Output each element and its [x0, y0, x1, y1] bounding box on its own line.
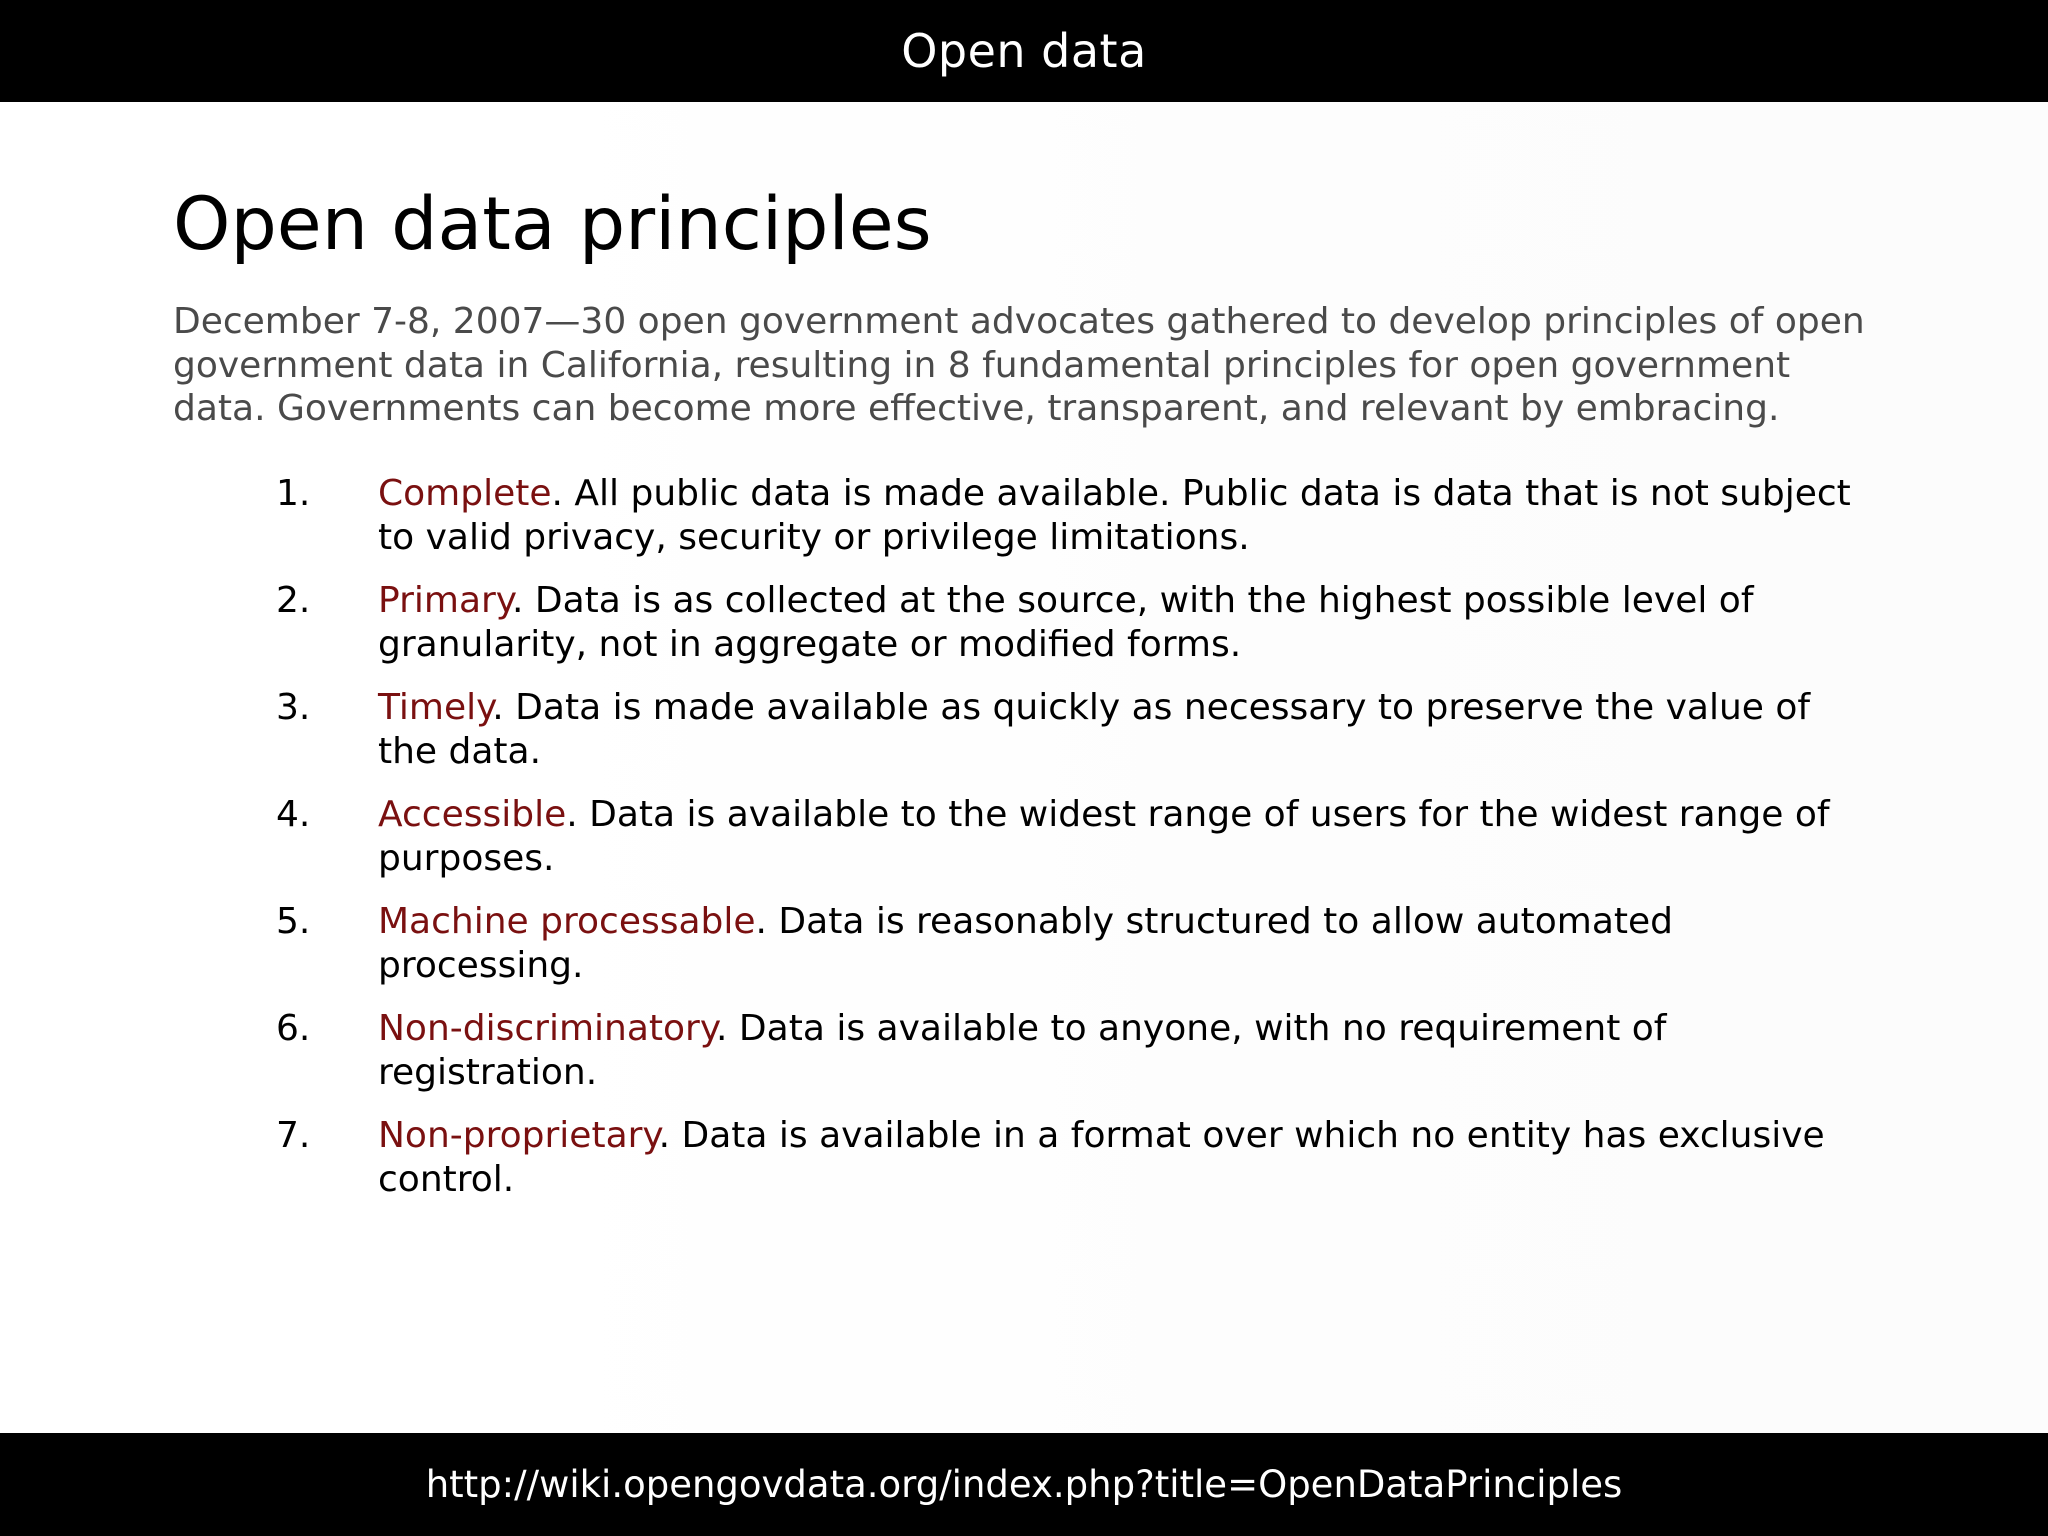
- principle-term: Non-discriminatory: [378, 1008, 717, 1049]
- source-url: http://wiki.opengovdata.org/index.php?title=OpenDataPrinciples: [425, 1463, 1623, 1506]
- principle-term: Timely: [378, 687, 493, 728]
- list-item-number: 7.: [276, 1115, 311, 1156]
- principle-description: . Data is available to the widest range of users for the widest range of purposes.: [378, 794, 1830, 879]
- principle-description: . Data is reasonably structured to allow automated processing.: [378, 901, 1674, 986]
- list-item: [0, 793, 1878, 880]
- principle-term: Complete: [378, 473, 552, 514]
- list-item-number: 1.: [276, 473, 311, 514]
- principle-description: . Data is available in a format over which no entity has exclusive control.: [378, 1115, 1825, 1200]
- slide-title: Open data principles: [173, 182, 932, 267]
- list-item-number: 3.: [276, 687, 311, 728]
- footer-bar: [0, 1433, 2048, 1536]
- principle-term: Accessible: [378, 794, 567, 835]
- list-item-number: 4.: [276, 794, 311, 835]
- list-item-number: 5.: [276, 901, 311, 942]
- header-bar: [0, 0, 2048, 102]
- principle-term: Primary: [378, 580, 512, 621]
- principle-description: . Data is made available as quickly as necessary to preserve the value of the data.: [378, 687, 1811, 772]
- list-item: [0, 1114, 1878, 1201]
- list-item-number: 6.: [276, 1008, 311, 1049]
- list-item: [0, 686, 1878, 773]
- principles-list: [0, 472, 2048, 1221]
- principle-description: . Data is available to anyone, with no requirement of registration.: [378, 1008, 1667, 1093]
- principle-term: Non-proprietary: [378, 1115, 659, 1156]
- principle-description: . Data is as collected at the source, with the highest possible level of granularity, not in aggregate or modified forms.: [378, 580, 1754, 665]
- list-item-number: 2.: [276, 580, 311, 621]
- principle-term: Machine processable: [378, 901, 756, 942]
- header-title: Open data: [901, 24, 1147, 78]
- list-item: [0, 472, 1878, 559]
- principle-description: . All public data is made available. Public data is data that is not subject to valid privacy, security or privilege limitations.: [378, 473, 1851, 558]
- list-item: [0, 1007, 1878, 1094]
- intro-paragraph: December 7-8, 2007—30 open government advocates gathered to develop principles of open government data in California, resulting in 8 fundamental principles for open government data. Governments can become more effective, transparent, and relevant by embracing.: [173, 301, 1865, 429]
- list-item: [0, 579, 1878, 666]
- list-item: [0, 900, 1878, 987]
